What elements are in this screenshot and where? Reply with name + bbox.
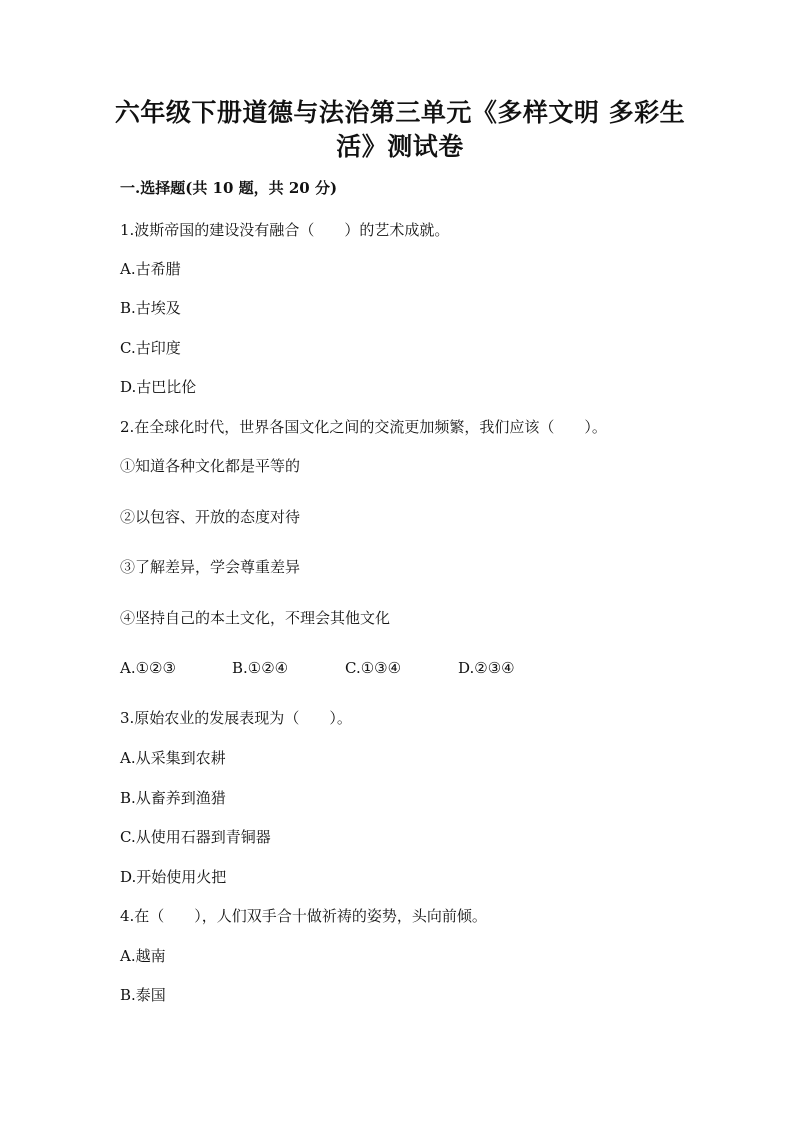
- question-2-options-row: [120, 658, 680, 678]
- question-1-option-b: B.古埃及: [120, 299, 181, 317]
- question-1-option-c: C.古印度: [120, 339, 181, 357]
- section-heading: 一.选择题(共 10 题，共 20 分): [120, 179, 338, 197]
- question-2-stem: 2.在全球化时代，世界各国文化之间的交流更加频繁，我们应该（ ）。: [120, 418, 607, 436]
- question-3-option-c: C.从使用石器到青铜器: [120, 828, 271, 846]
- question-3-option-a: A.从采集到农耕: [120, 749, 226, 767]
- question-4-option-a: A.越南: [120, 947, 166, 965]
- question-2-statement-1: ①知道各种文化都是平等的: [120, 457, 301, 475]
- title-line-1: 六年级下册道德与法治第三单元《多样文明 多彩生: [114, 98, 686, 127]
- question-3-stem: 3.原始农业的发展表现为（ ）。: [120, 709, 352, 727]
- question-3-option-d: D.开始使用火把: [120, 868, 227, 886]
- question-2-statement-4: ④坚持自己的本土文化，不理会其他文化: [120, 609, 391, 627]
- question-2-option-b: B.①②④: [232, 659, 289, 677]
- title-line-2: 活》测试卷: [336, 132, 464, 161]
- question-2-option-d: D.②③④: [458, 659, 515, 677]
- page-title: [0, 96, 800, 164]
- question-1-option-d: D.古巴比伦: [120, 378, 197, 396]
- question-2-option-a: A.①②③: [120, 659, 176, 677]
- question-3-option-b: B.从畜养到渔猎: [120, 789, 226, 807]
- question-2-statement-2: ②以包容、开放的态度对待: [120, 508, 301, 526]
- question-1-stem: 1.波斯帝国的建设没有融合（ ）的艺术成就。: [120, 221, 450, 239]
- question-4-stem: 4.在（ ），人们双手合十做祈祷的姿势，头向前倾。: [120, 907, 487, 925]
- question-2-option-c: C.①③④: [345, 659, 402, 677]
- question-4-option-b: B.泰国: [120, 986, 166, 1004]
- question-2-statement-3: ③了解差异，学会尊重差异: [120, 558, 301, 576]
- question-1-option-a: A.古希腊: [120, 260, 181, 278]
